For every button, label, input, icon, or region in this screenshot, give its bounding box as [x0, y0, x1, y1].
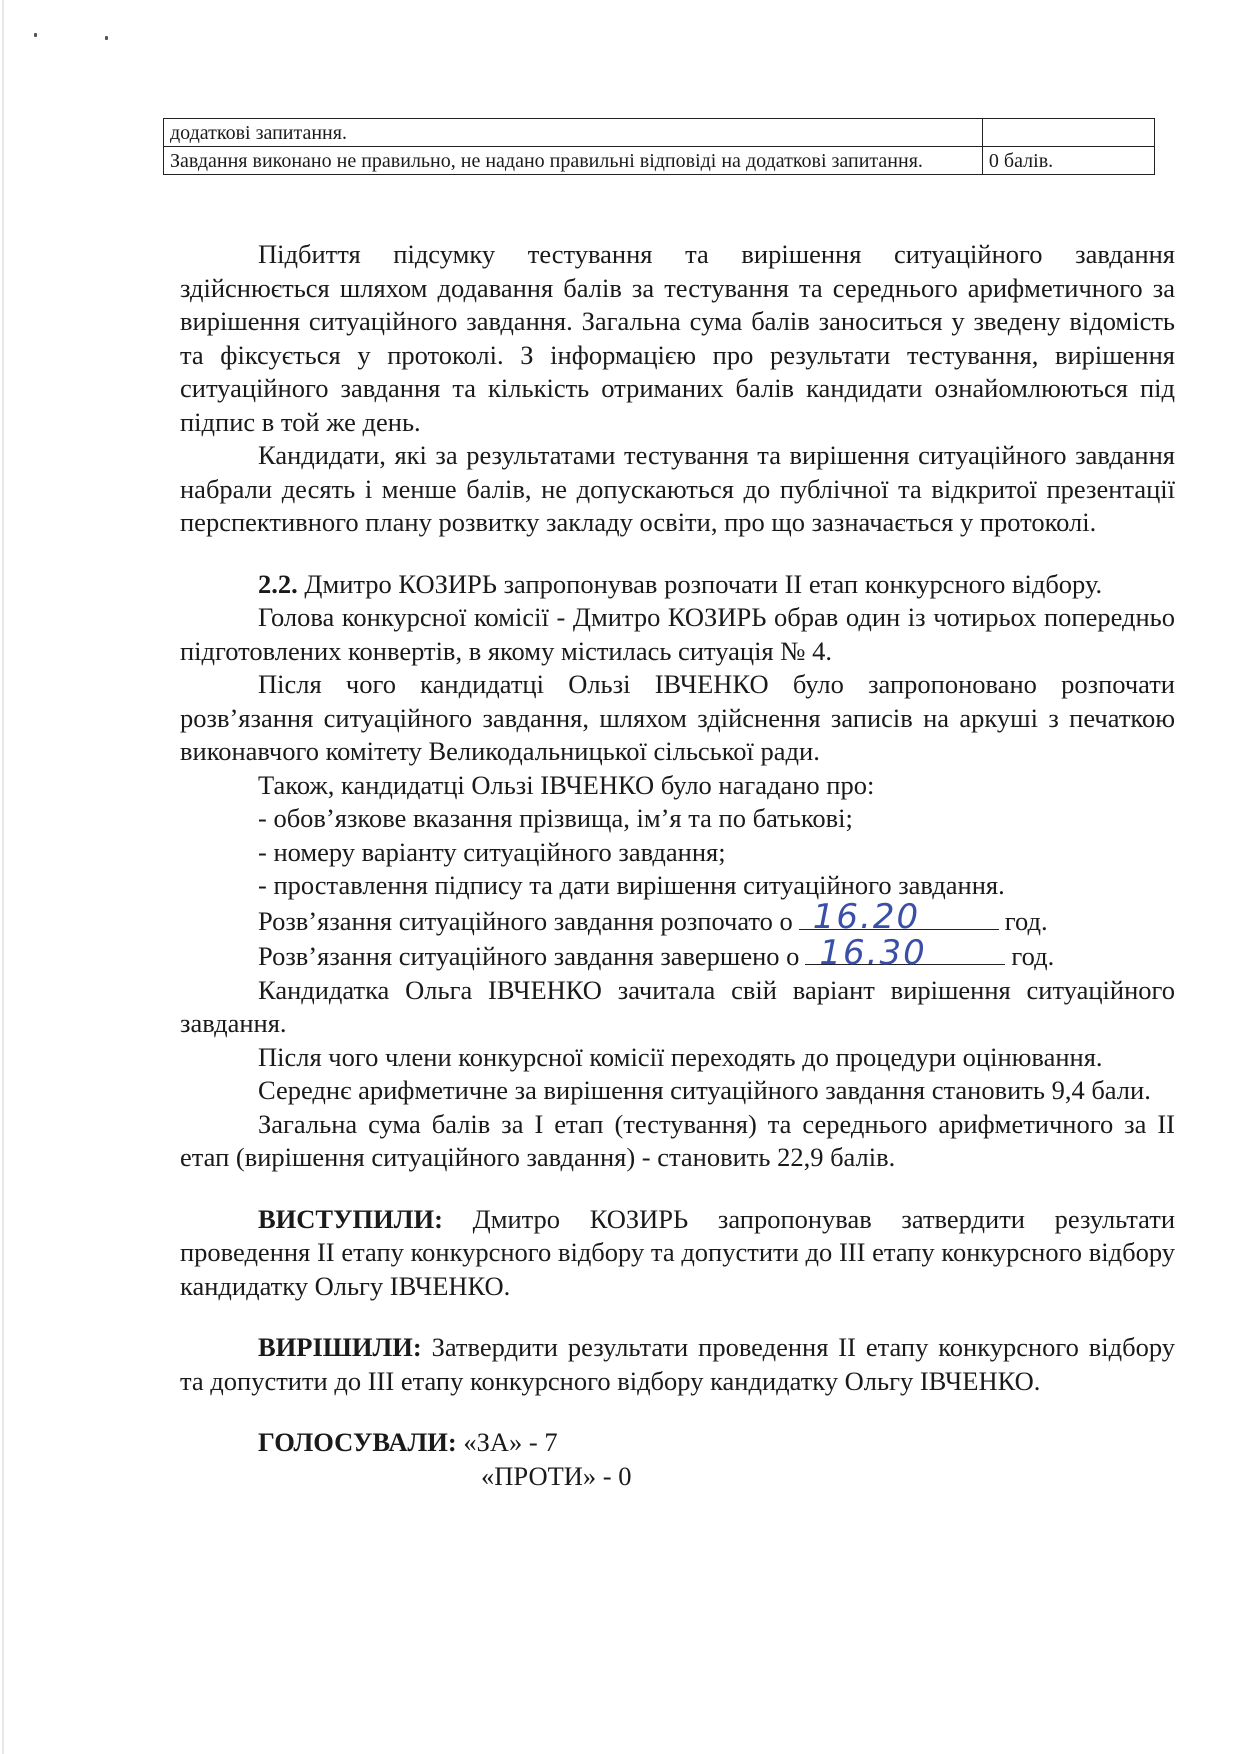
section-2-2-intro: 2.2. Дмитро КОЗИРЬ запропонував розпочати II етап конкурсного відбору.: [258, 568, 1103, 599]
reminder-item: - проставлення підпису та дати вирішення ситуаційного завдання.: [258, 870, 1005, 900]
task-start-paragraph: Після чого кандидатці Ользі ІВЧЕНКО було запропоновано розпочати розв’язання ситуаційного завдання, шляхом здійснення записів на аркуші з печаткою виконавчого комітету Великодальницької сільської ради.: [180, 669, 1175, 766]
document-body: [180, 238, 1175, 1493]
reminder-item: - обов’язкове вказання прізвища, ім’я та по батькові;: [258, 803, 853, 833]
criteria-score: 0 балів.: [982, 147, 1154, 175]
scoring-criteria-table: [163, 118, 1155, 175]
reminder-intro: Також, кандидатці Ользі ІВЧЕНКО було нагадано про:: [258, 769, 875, 800]
handwritten-start-time: 16.20: [812, 897, 921, 937]
read-out-paragraph: Кандидатка Ольга ІВЧЕНКО зачитала свій варіант вирішення ситуаційного завдання.: [180, 974, 1175, 1038]
threshold-paragraph: Кандидати, які за результатами тестування та вирішення ситуаційного завдання набрали десять і менше балів, не допускаються до публічної та відкритої презентації перспективного плану розвитку закладу освіти, про що зазначається у протоколі.: [180, 440, 1175, 537]
vote-for: «ЗА» - 7: [456, 1427, 558, 1457]
average-score-paragraph: Середнє арифметичне за вирішення ситуаційного завдання становить 9,4 бали.: [258, 1075, 1151, 1105]
reminder-item: - номеру варіанту ситуаційного завдання;: [258, 836, 726, 867]
table-row: [164, 119, 1155, 147]
summary-paragraph: Підбиття підсумку тестування та вирішення ситуаційного завдання здійснюється шляхом додавання балів за тестування та середнього арифметичного за вирішення ситуаційного завдання. Загальна сума балів заноситься у зведену відомість та фіксується у протоколі. З інформацією про результати тестування, вирішення ситуаційного завдання та кількість отриманих балів кандидати ознайомлюються під підпис в той же день.: [180, 239, 1175, 437]
envelope-paragraph: Голова конкурсної комісії - Дмитро КОЗИРЬ обрав один із чотирьох попередньо підготовлених конвертів, в якому містилась ситуація № 4.: [180, 602, 1175, 666]
vote-against-line: «ПРОТИ» - 0: [481, 1460, 632, 1491]
criteria-description: Завдання виконано не правильно, не надано правильні відповіді на додаткові запитання.: [164, 147, 983, 175]
start-time-field: [799, 897, 999, 937]
voted-label: ГОЛОСУВАЛИ:: [258, 1427, 457, 1457]
table-row: [164, 147, 1155, 175]
spoke-paragraph: ВИСТУПИЛИ: Дмитро КОЗИРЬ запропонував затвердити результати проведення II етапу конкурсного відбору та допустити до III етапу конкурсного відбору кандидатку Ольгу ІВЧЕНКО.: [180, 1203, 1175, 1301]
finish-time-field: [805, 932, 1005, 973]
decided-paragraph: ВИРІШИЛИ: Затвердити результати проведення II етапу конкурсного відбору та допустити до III етапу конкурсного відбору кандидатку Ольгу ІВЧЕНКО.: [180, 1332, 1175, 1396]
handwritten-finish-time: 16.30: [819, 932, 927, 973]
scan-edge: [2, 0, 4, 1754]
criteria-score: [982, 119, 1154, 147]
finish-time-line: Розв’язання ситуаційного завдання завершено о 16.30 год.: [258, 932, 1055, 973]
evaluation-paragraph: Після чого члени конкурсної комісії переходять до процедури оцінювання.: [258, 1041, 1103, 1072]
start-time-line: Розв’язання ситуаційного завдання розпочато о 16.20 год.: [258, 897, 1048, 937]
vote-for-line: [180, 1426, 1175, 1460]
spoke-label: ВИСТУПИЛИ:: [258, 1203, 443, 1234]
section-number: 2.2.: [258, 568, 298, 599]
decided-label: ВИРІШИЛИ:: [258, 1332, 422, 1362]
scan-speck: [105, 36, 108, 40]
scan-speck: [34, 33, 37, 37]
total-score-paragraph: Загальна сума балів за I етап (тестування) та середнього арифметичного за II етап (вирішення ситуаційного завдання) - становить 22,9 балів.: [180, 1108, 1175, 1172]
criteria-description: додаткові запитання.: [164, 119, 983, 147]
